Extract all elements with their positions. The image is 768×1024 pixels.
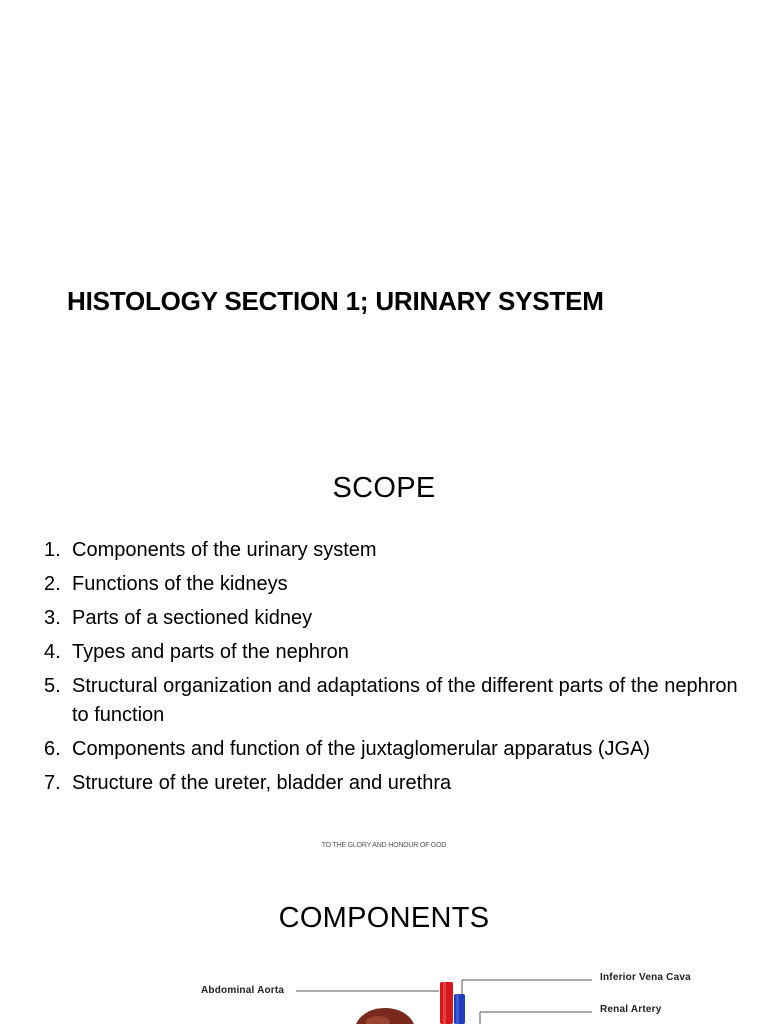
scope-item-text: Structural organization and adaptations of the different parts of the nephron to function xyxy=(72,675,738,726)
urinary-system-diagram xyxy=(0,864,768,1024)
scope-item-number: 1. xyxy=(44,539,61,561)
scope-item-number: 4. xyxy=(44,641,61,663)
slide-footer: TO THE GLORY AND HONOUR OF GOD xyxy=(321,842,447,849)
scope-item xyxy=(44,735,744,764)
scope-item-text: Parts of a sectioned kidney xyxy=(72,607,313,629)
scope-item-number: 5. xyxy=(44,675,61,697)
scope-item xyxy=(44,536,744,565)
label-inferior-vena-cava: Inferior Vena Cava xyxy=(600,972,691,983)
scope-item-text: Structure of the ureter, bladder and urethra xyxy=(72,772,452,794)
scope-item xyxy=(44,604,744,633)
scope-item-number: 2. xyxy=(44,573,61,595)
label-renal-artery: Renal Artery xyxy=(600,1004,662,1015)
scope-item-number: 7. xyxy=(44,772,61,794)
slide-components xyxy=(0,864,768,1024)
document-title: HISTOLOGY SECTION 1; URINARY SYSTEM xyxy=(67,286,604,316)
slide-title xyxy=(0,0,768,432)
slide-scope xyxy=(0,432,768,864)
aorta-highlight xyxy=(443,982,446,1024)
components-heading: COMPONENTS xyxy=(278,902,490,934)
scope-heading: SCOPE xyxy=(332,472,436,504)
scope-item-text: Functions of the kidneys xyxy=(72,573,288,595)
scope-item xyxy=(44,570,744,599)
scope-item-number: 6. xyxy=(44,738,61,760)
scope-item xyxy=(44,769,744,798)
inferior-vena-cava-vessel xyxy=(454,994,465,1024)
scope-item-text: Components of the urinary system xyxy=(72,539,377,561)
abdominal-aorta-vessel xyxy=(440,982,453,1024)
scope-item-text: Components and function of the juxtaglomerular apparatus (JGA) xyxy=(72,738,651,760)
scope-item-text: Types and parts of the nephron xyxy=(72,641,349,663)
scope-item xyxy=(44,672,744,730)
vena-cava-highlight xyxy=(456,994,459,1024)
label-abdominal-aorta: Abdominal Aorta xyxy=(201,985,285,996)
scope-item-number: 3. xyxy=(44,607,61,629)
scope-list xyxy=(44,536,744,803)
scope-item xyxy=(44,638,744,667)
